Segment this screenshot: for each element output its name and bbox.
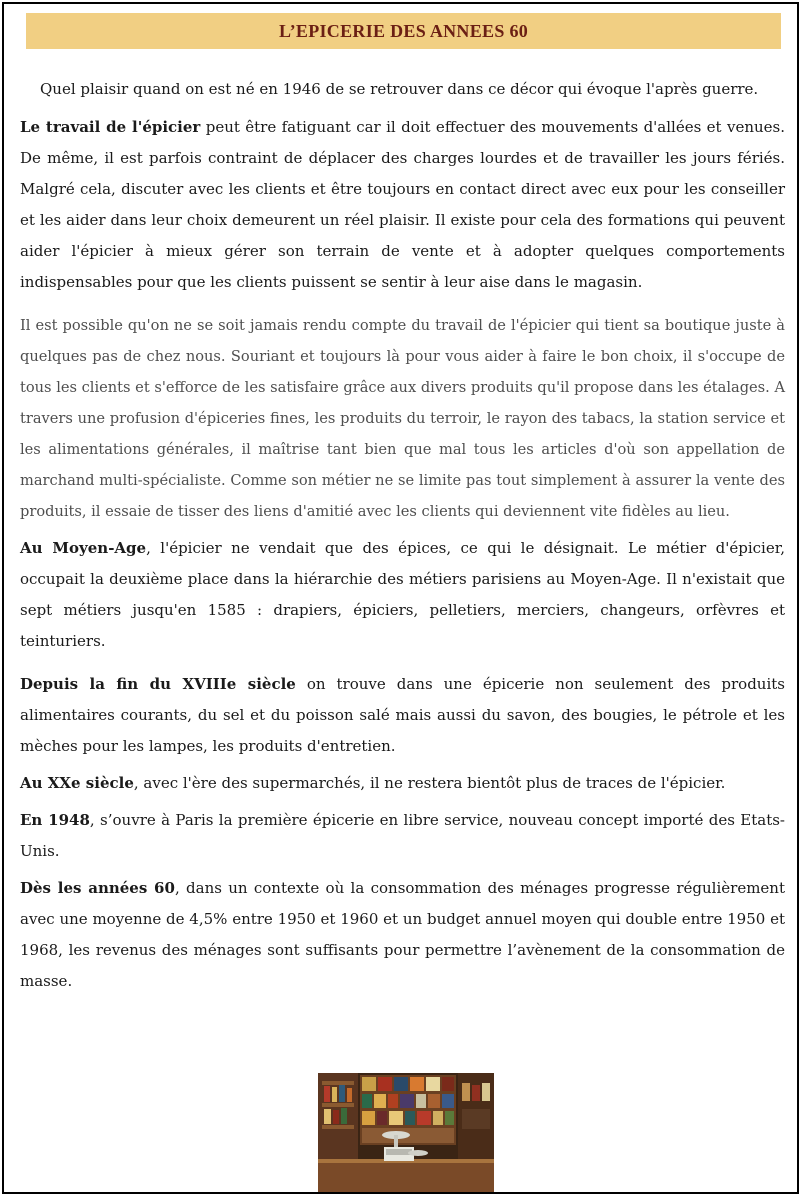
paragraph-heading: Depuis la fin du XVIIIe siècle — [20, 675, 296, 693]
paragraph-text: on trouve dans une épicerie non seulement des produits alimentaires courants, du sel et du poisson salé mais aussi du savon, des bougies, le pétrole et les mèches pour les lampes, les produits d'entretien. — [20, 675, 785, 755]
paragraph-heading: Au Moyen-Age — [20, 539, 147, 557]
intro-paragraph: Quel plaisir quand on est né en 1946 de se retrouver dans ce décor qui évoque l'après guerre. — [40, 80, 759, 98]
paragraph-travail — [20, 112, 785, 298]
paragraph-text: , l'épicier ne vendait que des épices, ce qui le désignait. Le métier d'épicier, occupait la deuxième place dans la hiérarchie des métiers parisiens au Moyen-Age. Il n'existait que sept métiers jusqu'en 1585 : drapiers, épiciers, pelletiers, merciers, changeurs, orfèvres et teinturiers. — [20, 539, 785, 650]
paragraph-text: peut être fatiguant car il doit effectuer des mouvements d'allées et venues. De même, il est parfois contraint de déplacer des charges lourdes et de travailler les jours fériés. Malgré cela, discuter avec les clients et être toujours en contact direct avec eux pour les conseiller et les aider dans leur choix demeurent un réel plaisir. Il existe pour cela des formations qui peuvent aider l'épicier à mieux gérer son terrain de vente et à adopter quelques comportements indispensables pour que les clients puissent se sentir à leur aise dans le magasin. — [20, 118, 785, 291]
paragraph-heading: En 1948 — [20, 811, 90, 829]
paragraph-annees-60 — [20, 873, 785, 997]
paragraph-boutique: Il est possible qu'on ne se soit jamais rendu compte du travail de l'épicier qui tient sa boutique juste à quelques pas de chez nous. Souriant et toujours là pour vous aider à faire le bon choix, il s'occupe de tous les clients et s'efforce de les satisfaire grâce aux divers produits qu'il propose dans les étalages. A travers une profusion d'épiceries fines, les produits du terroir, le rayon des tabacs, la station service et les alimentations générales, il maîtrise tant bien que mal tous les articles d'où son appellation de marchand multi-spécialiste. Comme son métier ne se limite pas tout simplement à assurer la vente des produits, il essaie de tisser des liens d'amitié avec les clients qui deviennent vite fidèles au lieu. — [20, 317, 785, 520]
paragraph-text: , dans un contexte où la consommation des ménages progresse régulièrement avec une moyenne de 4,5% entre 1950 et 1960 et un budget annuel moyen qui double entre 1950 et 1968, les revenus des ménages sont suffisants pour permettre l’avènement de la consommation de masse. — [20, 879, 785, 990]
paragraph-text: , avec l'ère des supermarchés, il ne restera bientôt plus de traces de l'épicier. — [133, 774, 726, 792]
paragraph-xx-siecle — [20, 768, 785, 799]
paragraph-heading: Le travail de l'épicier — [20, 118, 201, 136]
paragraph-moyen-age — [20, 533, 785, 657]
title-banner — [26, 13, 781, 49]
paragraph-heading: Au XXe siècle — [20, 774, 134, 792]
grocery-shop-photo — [318, 1073, 494, 1192]
paragraph-1948 — [20, 805, 785, 867]
article-body — [20, 74, 785, 997]
page-title: L’EPICERIE DES ANNEES 60 — [278, 20, 529, 41]
paragraph-text: , s’ouvre à Paris la première épicerie en libre service, nouveau concept importé des Etats-Unis. — [20, 811, 785, 860]
document-page — [2, 2, 799, 1194]
paragraph-heading: Dès les années 60 — [20, 879, 175, 897]
paragraph-xviii-siecle — [20, 669, 785, 762]
